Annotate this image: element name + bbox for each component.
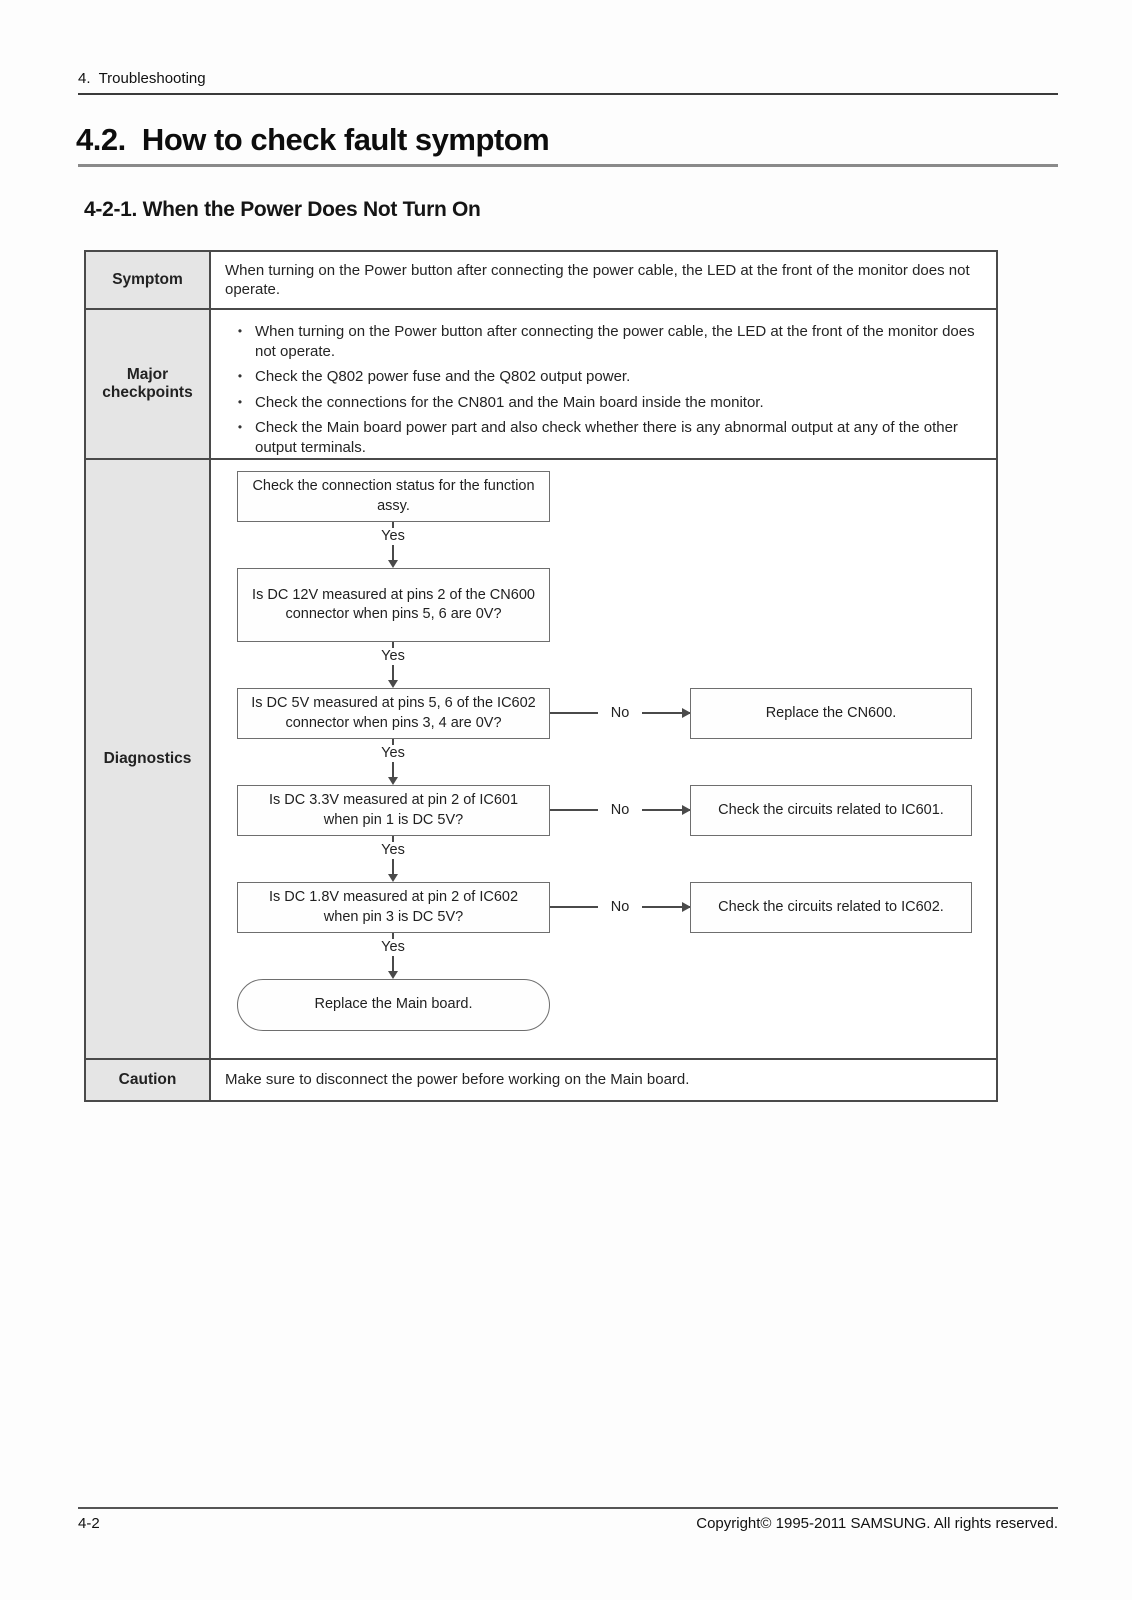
checkpoints-row [86, 308, 996, 458]
arrow-right-icon [642, 712, 690, 714]
checkpoint-text: When turning on the Power button after connecting the power cable, the LED at the front of the monitor does not operate. [255, 323, 975, 360]
no-label: No [610, 801, 630, 818]
flow-step-dc3v3: Is DC 3.3V measured at pin 2 of IC601 when pin 1 is DC 5V? [237, 785, 550, 836]
checkpoint-text: Check the Main board power part and also check whether there is any abnormal output at any of the other output terminals. [255, 419, 958, 456]
symptom-text-value: When turning on the Power button after connecting the power cable, the LED at the front of the monitor does not operate. [225, 261, 970, 298]
flow-terminal-replace-main-board: Replace the Main board. [237, 979, 550, 1031]
footer-copyright: Copyright© 1995-2011 SAMSUNG. All rights reserved. [696, 1515, 1058, 1532]
caution-text [211, 1060, 996, 1100]
checkpoint-item [225, 418, 982, 457]
bullet-icon: • [237, 369, 243, 383]
arrow-right-icon [642, 906, 690, 908]
yes-label: Yes [381, 745, 405, 761]
footer-page-number: 4-2 [78, 1515, 100, 1532]
bullet-icon: • [237, 324, 243, 338]
arrow-down-icon [392, 665, 394, 680]
fault-symptom-table [84, 250, 998, 1102]
subsection-title: 4-2-1. When the Power Does Not Turn On [84, 198, 481, 221]
arrow-right-icon [642, 809, 690, 811]
yes-connector [371, 642, 415, 688]
no-label: No [610, 704, 630, 721]
flow-step-dc1v8: Is DC 1.8V measured at pin 2 of IC602 when pin 3 is DC 5V? [237, 882, 550, 933]
no-label: No [610, 898, 630, 915]
flow-action-check-ic602: Check the circuits related to IC602. [690, 882, 972, 933]
yes-label: Yes [381, 939, 405, 955]
no-connector [550, 703, 690, 723]
no-connector [550, 897, 690, 917]
bullet-icon: • [237, 394, 243, 409]
caution-label: Caution [86, 1060, 211, 1100]
checkpoints-label: Major checkpoints [86, 310, 211, 458]
checkpoint-text: Check the Q802 power fuse and the Q802 output power. [255, 368, 631, 385]
checkpoint-text: Check the connections for the CN801 and the Main board inside the monitor. [255, 393, 764, 411]
symptom-label: Symptom [86, 252, 211, 308]
arrow-down-icon [392, 545, 394, 560]
footer-rule [78, 1507, 1058, 1509]
symptom-row [86, 252, 996, 308]
arrow-down-icon [392, 956, 394, 971]
flow-step-check-connection: Check the connection status for the function assy. [237, 471, 550, 522]
yes-label: Yes [381, 648, 405, 664]
connector-line [550, 712, 598, 714]
flow-action-check-ic601: Check the circuits related to IC601. [690, 785, 972, 836]
checkpoint-item [225, 393, 982, 413]
yes-connector [371, 739, 415, 785]
yes-label: Yes [381, 842, 405, 858]
flow-step-dc5v: Is DC 5V measured at pins 5, 6 of the IC602 connector when pins 3, 4 are 0V? [237, 688, 550, 739]
arrow-down-icon [392, 859, 394, 874]
checkpoint-item [225, 367, 982, 387]
yes-label: Yes [381, 528, 405, 544]
section-title-rule [78, 164, 1058, 167]
arrow-down-icon [392, 762, 394, 777]
yes-connector [371, 933, 415, 979]
yes-connector [371, 836, 415, 882]
checkpoints-list [211, 310, 996, 458]
caution-row [86, 1058, 996, 1100]
diagnostics-flowchart [211, 460, 996, 1058]
diagnostics-row [86, 458, 996, 1058]
connector-line [550, 906, 598, 908]
flow-action-replace-cn600: Replace the CN600. [690, 688, 972, 739]
connector-line [550, 809, 598, 811]
header-rule [78, 93, 1058, 95]
checkpoint-item [225, 322, 982, 361]
symptom-text [211, 252, 996, 308]
section-title: 4.2. How to check fault symptom [76, 122, 550, 157]
bullet-icon: • [237, 420, 243, 434]
no-connector [550, 800, 690, 820]
yes-connector [371, 522, 415, 568]
caution-text-value: Make sure to disconnect the power before working on the Main board. [225, 1071, 690, 1089]
running-header: 4. Troubleshooting [78, 70, 206, 87]
flow-step-dc12v: Is DC 12V measured at pins 2 of the CN600 connector when pins 5, 6 are 0V? [237, 568, 550, 642]
diagnostics-label: Diagnostics [86, 460, 211, 1058]
